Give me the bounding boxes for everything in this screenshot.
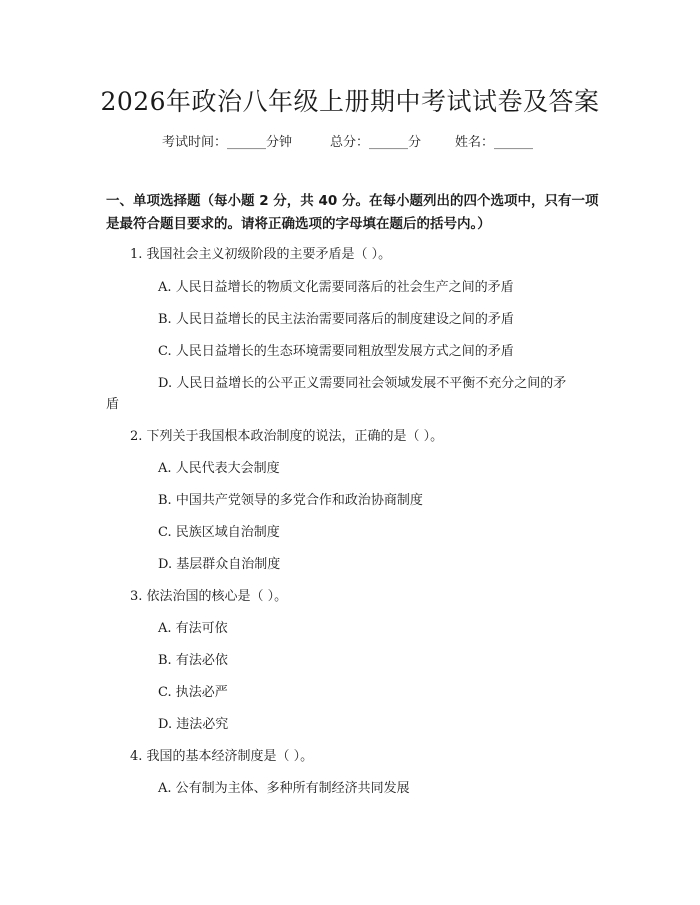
question-2-option-c: C. 民族区域自治制度 [158,525,280,540]
question-2-option-d: D. 基层群众自治制度 [158,557,281,572]
question-2-option-a: A. 人民代表大会制度 [158,461,280,476]
page-title: 2026年政治八年级上册期中考试试卷及答案 [100,87,600,116]
question-1-option-b: B. 人民日益增长的民主法治需要同落后的制度建设之间的矛盾 [158,312,514,327]
question-1-option-d: D. 人民日益增长的公平正义需要同社会领域发展不平衡不充分之间的矛 [158,376,567,391]
section-heading: 一、单项选择题（每小题 2 分，共 40 分。在每小题列出的四个选项中，只有一项是最符合题目要求的。请将正确选项的字母填在题后的括号内。） [106,193,599,232]
question-3-option-c: C. 执法必严 [158,685,228,700]
question-3-stem: 3. 依法治国的核心是（ ）。 [130,589,288,604]
question-1-option-c: C. 人民日益增长的生态环境需要同粗放型发展方式之间的矛盾 [158,344,514,359]
question-4-option-a: A. 公有制为主体、多种所有制经济共同发展 [158,781,410,796]
question-2-option-b: B. 中国共产党领导的多党合作和政治协商制度 [158,493,423,508]
question-2-stem: 2. 下列关于我国根本政治制度的说法，正确的是（ ）。 [130,429,444,444]
question-1-option-a: A. 人民日益增长的物质文化需要同落后的社会生产之间的矛盾 [158,280,514,295]
student-name-field: 姓名：______ [455,135,534,150]
question-3-option-b: B. 有法必依 [158,653,228,668]
question-1-stem: 1. 我国社会主义初级阶段的主要矛盾是（ ）。 [130,247,392,262]
question-3-option-a: A. 有法可依 [158,621,228,636]
question-1-option-d-wrap: 盾 [106,397,120,412]
question-3-option-d: D. 违法必究 [158,717,229,732]
question-4-stem: 4. 我国的基本经济制度是（ ）。 [130,749,314,764]
total-score-field: 总分：______分 [330,135,422,150]
exam-time-field: 考试时间：______分钟 [162,135,293,150]
